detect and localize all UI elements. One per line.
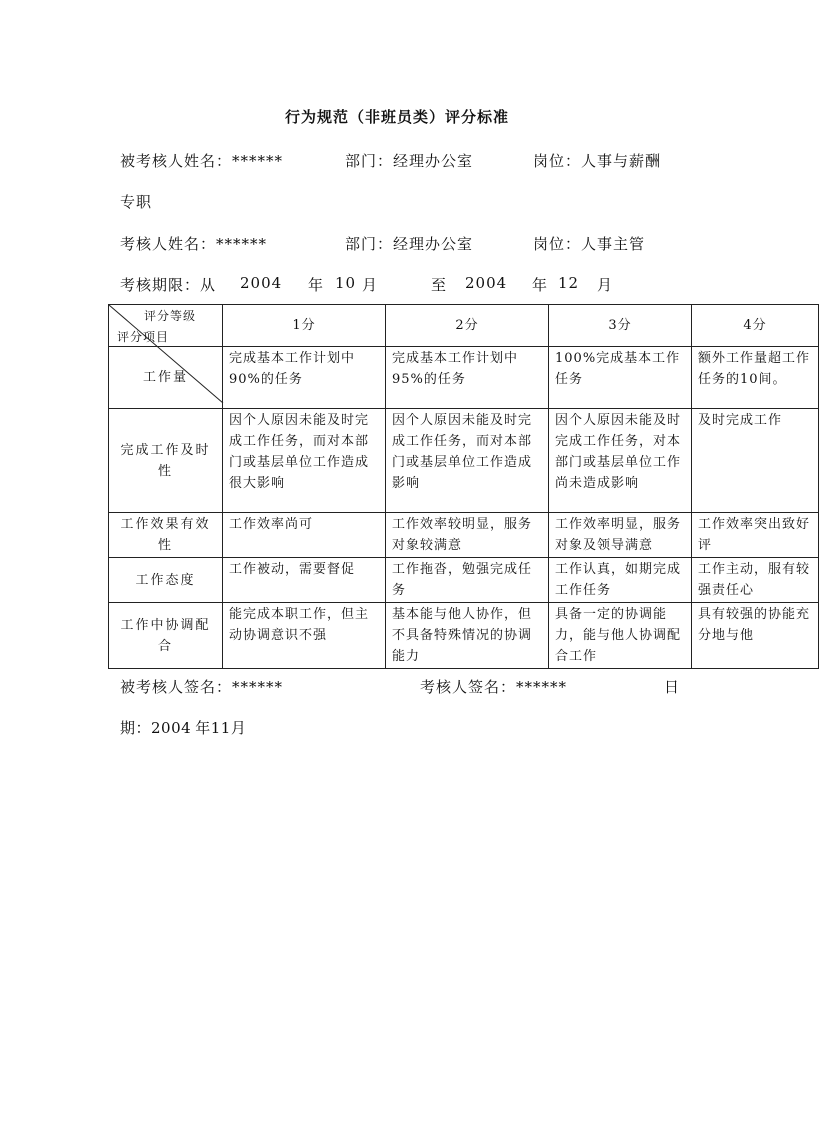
examinee-signature-label: 被考核人签名： bbox=[120, 678, 233, 696]
table-cell: 基本能与他人协作，但不具备特殊情况的协调能力 bbox=[386, 603, 549, 669]
corner-cell bbox=[109, 305, 223, 347]
table-cell: 及时完成工作 bbox=[692, 409, 819, 513]
examinee-signature bbox=[120, 676, 283, 697]
date-label-start: 日 bbox=[664, 678, 681, 696]
table-cell: 因个人原因未能及时完成工作任务，而对本部门或基层单位工作造成很大影响 bbox=[223, 409, 386, 513]
date-label-end: 期： bbox=[120, 719, 152, 737]
table-cell: 完成基本工作计划中90%的任务 bbox=[223, 347, 386, 409]
examinee-dept-value: 经理办公室 bbox=[393, 152, 474, 170]
date-year: 2004 bbox=[151, 719, 192, 737]
examinee-dept-label: 部门： bbox=[345, 152, 394, 170]
examinee-dept bbox=[345, 150, 473, 171]
examiner-label: 考核人姓名： bbox=[120, 235, 217, 253]
examiner-post-value: 人事主管 bbox=[581, 235, 646, 253]
examiner-dept-label: 部门： bbox=[345, 235, 394, 253]
table-row bbox=[109, 409, 819, 513]
examinee-post-continued: 专职 bbox=[120, 193, 153, 211]
examinee-name: ****** bbox=[232, 152, 284, 170]
period-to-month: 12 bbox=[558, 274, 580, 292]
period-from-month: 10 bbox=[335, 274, 357, 292]
table-cell: 工作认真，如期完成工作任务 bbox=[549, 558, 692, 603]
date-month-unit: 月 bbox=[230, 719, 247, 737]
examiner-signature-value: ****** bbox=[516, 678, 568, 696]
table-row bbox=[109, 558, 819, 603]
examinee-line bbox=[120, 150, 283, 171]
row-item-effectiveness: 工作效果有效性 bbox=[109, 513, 223, 558]
period-from-year: 2004 bbox=[240, 274, 283, 292]
row-item-timeliness: 完成工作及时性 bbox=[109, 409, 223, 513]
table-cell: 工作主动，服有较强责任心 bbox=[692, 558, 819, 603]
table-cell: 具备一定的协调能力，能与他人协调配合工作 bbox=[549, 603, 692, 669]
period-year-unit-2: 年 bbox=[532, 276, 549, 294]
table-header-row bbox=[109, 305, 819, 347]
examinee-post bbox=[533, 150, 661, 171]
table-row bbox=[109, 603, 819, 669]
corner-top-label: 评分等级 bbox=[143, 309, 196, 323]
period-to: 至 bbox=[431, 276, 448, 294]
column-header-4: 4分 bbox=[692, 305, 819, 347]
table-cell: 额外工作量超工作任务的10间。 bbox=[692, 347, 819, 409]
examiner-signature-label: 考核人签名： bbox=[420, 678, 517, 696]
page-title: 行为规范（非班员类）评分标准 bbox=[284, 108, 509, 126]
examiner-post bbox=[533, 233, 645, 254]
examiner-name: ****** bbox=[216, 235, 268, 253]
examinee-post-label: 岗位： bbox=[533, 152, 582, 170]
column-header-2: 2分 bbox=[386, 305, 549, 347]
examiner-dept bbox=[345, 233, 473, 254]
table-cell: 工作效率明显，服务对象及领导满意 bbox=[549, 513, 692, 558]
examinee-label: 被考核人姓名： bbox=[120, 152, 233, 170]
date-month: 11 bbox=[210, 719, 231, 737]
examinee-post-value: 人事与薪酬 bbox=[581, 152, 662, 170]
examiner-dept-value: 经理办公室 bbox=[393, 235, 474, 253]
period-label: 考核期限：从 bbox=[120, 276, 217, 294]
table-cell: 工作效率尚可 bbox=[223, 513, 386, 558]
row-item-cooperation: 工作中协调配合 bbox=[109, 603, 223, 669]
table-row bbox=[109, 513, 819, 558]
examiner-signature bbox=[420, 676, 567, 697]
table-cell: 因个人原因未能及时完成工作任务，而对本部门或基层单位工作造成影响 bbox=[386, 409, 549, 513]
period-month-unit-2: 月 bbox=[597, 276, 614, 294]
column-header-3: 3分 bbox=[549, 305, 692, 347]
examinee-signature-value: ****** bbox=[232, 678, 284, 696]
row-item-workload: 工作量 bbox=[109, 347, 223, 409]
examiner-line bbox=[120, 233, 267, 254]
period-year-unit-1: 年 bbox=[308, 276, 325, 294]
table-cell: 工作效率突出致好评 bbox=[692, 513, 819, 558]
table-cell: 工作被动，需要督促 bbox=[223, 558, 386, 603]
table-cell: 工作效率较明显，服务对象较满意 bbox=[386, 513, 549, 558]
date-year-unit: 年 bbox=[195, 719, 211, 737]
table-cell: 具有较强的协能充分地与他 bbox=[692, 603, 819, 669]
period-to-year: 2004 bbox=[465, 274, 508, 292]
period-month-unit-1: 月 bbox=[362, 276, 379, 294]
column-header-1: 1分 bbox=[223, 305, 386, 347]
scoring-table bbox=[108, 304, 819, 669]
corner-bottom-label: 评分项目 bbox=[117, 330, 170, 344]
signature-date bbox=[120, 717, 246, 738]
table-cell: 能完成本职工作，但主动协调意识不强 bbox=[223, 603, 386, 669]
period-line bbox=[120, 274, 640, 294]
table-cell: 完成基本工作计划中95%的任务 bbox=[386, 347, 549, 409]
table-cell: 100%完成基本工作任务 bbox=[549, 347, 692, 409]
table-cell: 因个人原因未能及时完成工作任务，对本部门或基层单位工作尚未造成影响 bbox=[549, 409, 692, 513]
examiner-post-label: 岗位： bbox=[533, 235, 582, 253]
row-item-attitude: 工作态度 bbox=[109, 558, 223, 603]
table-cell: 工作拖沓，勉强完成任务 bbox=[386, 558, 549, 603]
